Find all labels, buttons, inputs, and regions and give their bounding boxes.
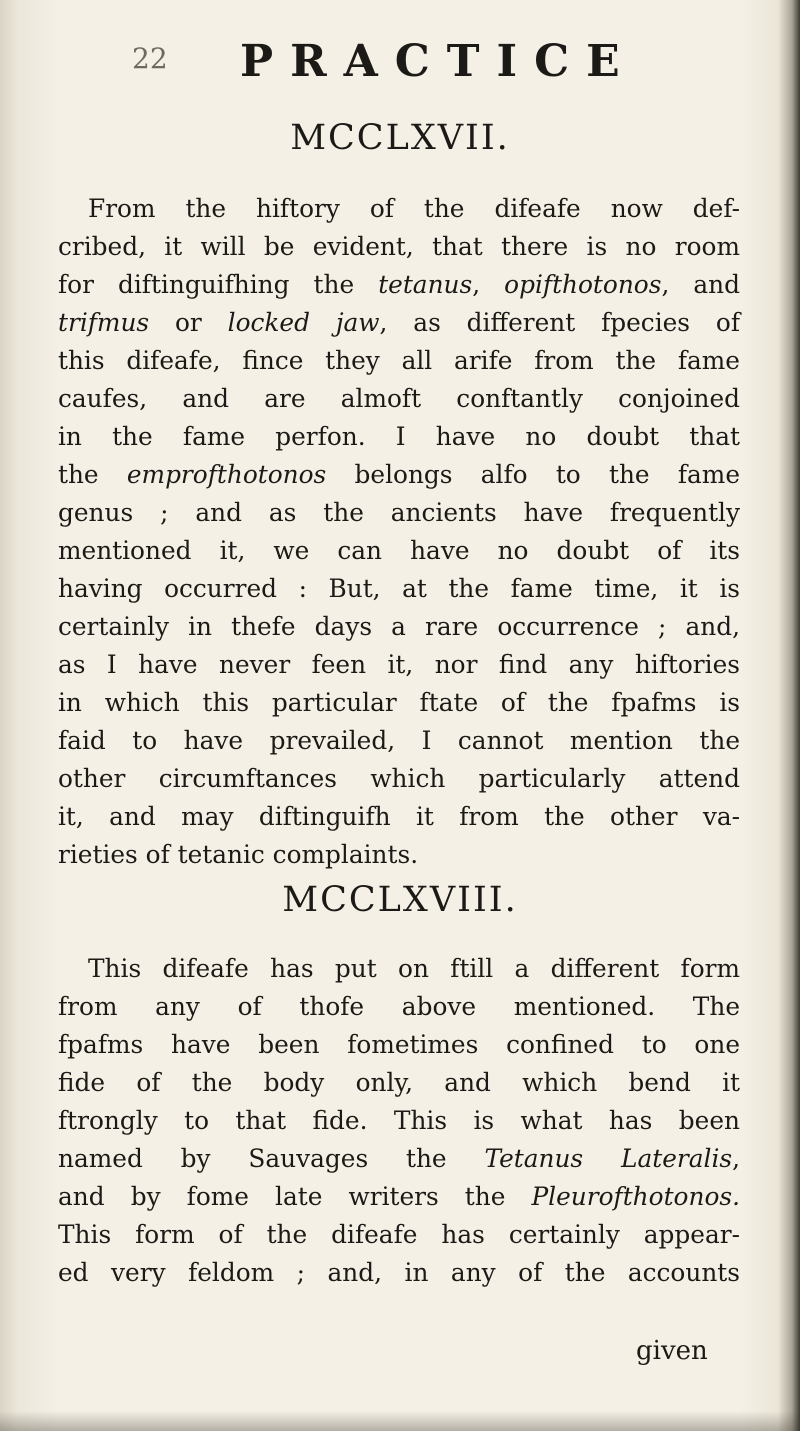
text-line: ed very feldom ; and, in any of the accounts xyxy=(58,1258,740,1287)
running-head: PRACTICE xyxy=(240,36,637,87)
text-line: as I have never feen it, nor find any hiftories xyxy=(58,650,740,679)
page-number: 22 xyxy=(132,42,168,75)
text-line: cribed, it will be evident, that there is no room xyxy=(58,232,740,261)
text-line: and by fome late writers the Pleurofthotonos. xyxy=(58,1182,740,1211)
text-line: caufes, and are almoft conftantly conjoined xyxy=(58,384,740,413)
paragraph-1267 xyxy=(58,190,740,874)
text-line: trifmus or locked jaw, as different fpecies of xyxy=(58,308,740,337)
text-line: the emprofthotonos belongs alfo to the fame xyxy=(58,460,740,489)
text-line: mentioned it, we can have no doubt of its xyxy=(58,536,740,565)
section-heading-1268: MCCLXVIII. xyxy=(282,880,518,920)
catchword: given xyxy=(636,1336,708,1366)
text-line: in the fame perfon. I have no doubt that xyxy=(58,422,740,451)
text-line: From the hiftory of the difeafe now def- xyxy=(88,194,740,223)
text-line: genus ; and as the ancients have frequently xyxy=(58,498,740,527)
text-line: from any of thofe above mentioned. The xyxy=(58,992,740,1021)
text-line: certainly in thefe days a rare occurrence ; and, xyxy=(58,612,740,641)
text-line: in which this particular ftate of the fpafms is xyxy=(58,688,740,717)
paragraph-1268 xyxy=(58,950,740,1292)
text-line: fpafms have been fometimes confined to one xyxy=(58,1030,740,1059)
text-line: it, and may diftinguifh it from the other va- xyxy=(58,802,740,831)
text-line: for diftinguifhing the tetanus, opifthotonos, and xyxy=(58,270,740,299)
text-line: rieties of tetanic complaints. xyxy=(58,840,419,869)
page-edge-shadow xyxy=(0,1411,800,1431)
text-line: This form of the difeafe has certainly appear- xyxy=(58,1220,740,1249)
text-line: this difeafe, fince they all arife from the fame xyxy=(58,346,740,375)
text-line: having occurred : But, at the fame time, it is xyxy=(58,574,740,603)
section-heading-1267: MCCLXVII. xyxy=(290,118,510,158)
text-line: fide of the body only, and which bend it xyxy=(58,1068,740,1097)
text-line: other circumftances which particularly attend xyxy=(58,764,740,793)
text-line: ftrongly to that fide. This is what has been xyxy=(58,1106,740,1135)
text-line: faid to have prevailed, I cannot mention the xyxy=(58,726,740,755)
text-line: named by Sauvages the Tetanus Lateralis, xyxy=(58,1144,740,1173)
text-line: This difeafe has put on ftill a different form xyxy=(88,954,740,983)
